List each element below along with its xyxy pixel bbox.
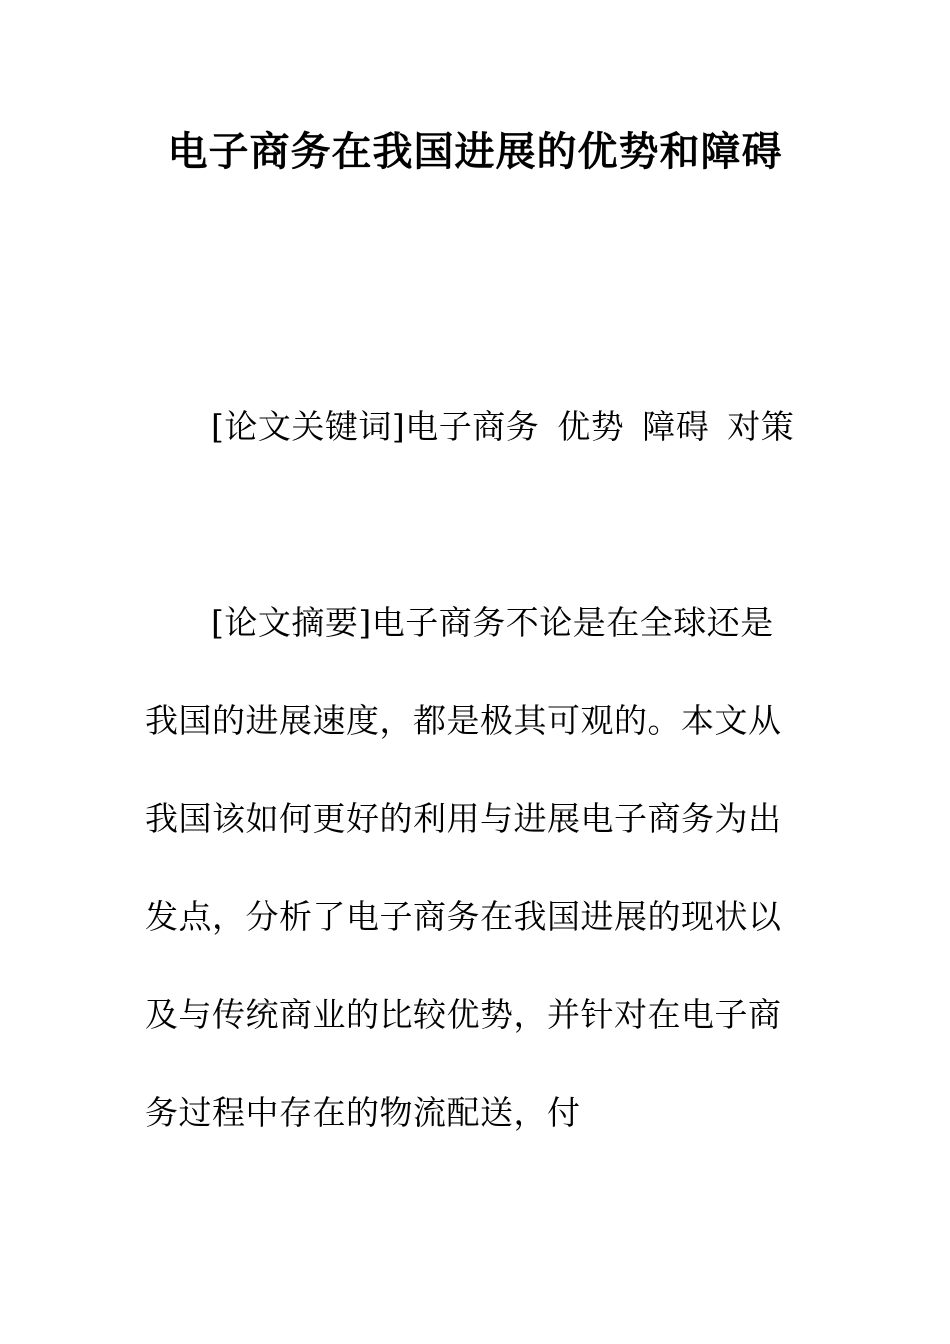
keywords-label: [论文关键词] (211, 407, 406, 446)
keyword-item: 对策 (727, 407, 795, 446)
keyword-item: 优势 (557, 407, 625, 446)
keyword-item: 障碍 (642, 407, 710, 446)
document-title: 电子商务在我国进展的优势和障碍 (167, 129, 783, 175)
abstract-label: [论文摘要] (211, 603, 372, 642)
keywords-paragraph (145, 378, 795, 476)
abstract-text: 电子商务不论是在全球还是我国的进展速度，都是极其可观的。本文从我国该如何更好的利用与进展电子商务为出发点，分析了电子商务在我国进展的现状以及与传统商业的比较优势，并针对在电子商务过程中存在的物流配送，付 (145, 603, 782, 1132)
abstract-paragraph (145, 574, 795, 1162)
keyword-item: 电子商务 (405, 407, 540, 446)
